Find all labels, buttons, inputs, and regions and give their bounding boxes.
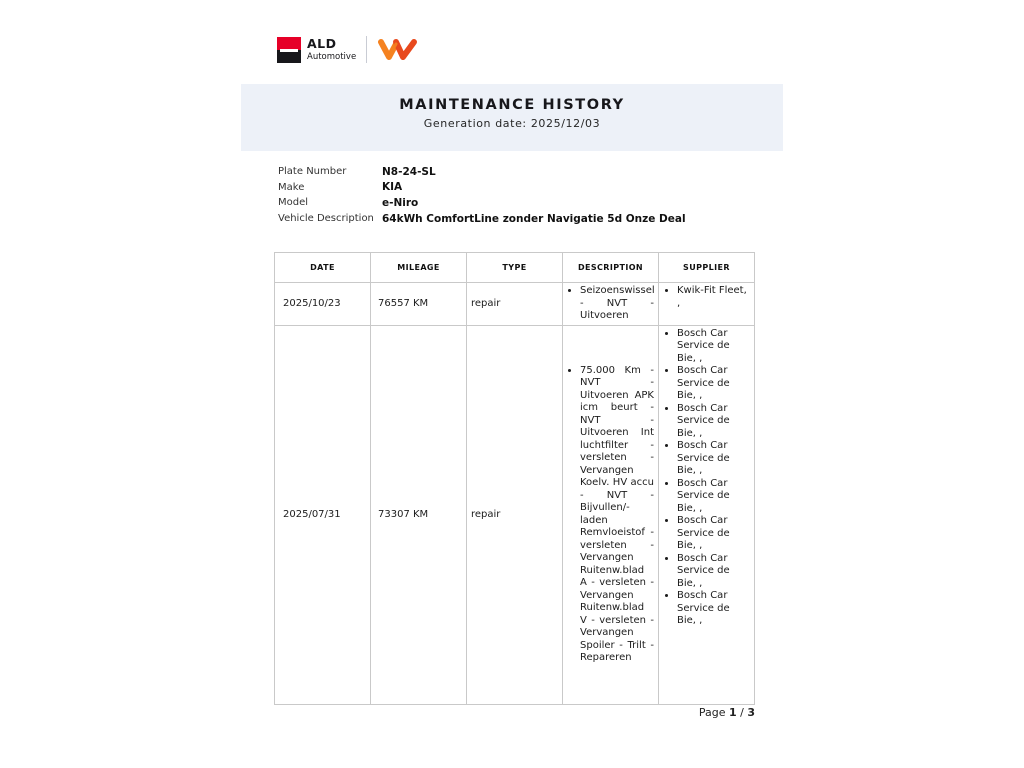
page-title: MAINTENANCE HISTORY	[399, 97, 625, 113]
vehicle-field-label: Vehicle Description	[278, 213, 374, 225]
column-header: SUPPLIER	[659, 253, 755, 283]
page-label: Page	[698, 706, 726, 719]
column-header: DATE	[275, 253, 371, 283]
supplier-list	[664, 285, 749, 310]
vehicle-field-value: N8-24-SL	[382, 165, 436, 178]
vehicle-info	[278, 164, 686, 226]
description-list	[567, 285, 654, 323]
cell-date: 2025/07/31	[275, 325, 371, 704]
cell-description	[563, 283, 659, 326]
ald-brand-sub: Automotive	[307, 51, 357, 62]
supplier-item: • Bosch Car Service de Bie, ,	[677, 553, 749, 591]
cell-type: repair	[467, 325, 563, 704]
vehicle-field-row	[278, 195, 686, 211]
ald-logo-text	[307, 38, 356, 61]
supplier-clip	[664, 328, 749, 628]
supplier-list	[664, 328, 749, 628]
description-item: • 75.000 Km - NVT - Uitvoeren APK icm beurt - NVT - Uitvoeren Int luchtfilter - versleten - Vervangen Koelv. HV accu - NVT - Bijvullen/-laden Remvloeistof - versleten - Vervangen Ruitenw.blad A - versleten - Vervangen Ruitenw.blad V - versleten - Vervangen Spoiler - Trilt - Repareren	[580, 365, 654, 665]
cell-mileage: 73307 KM	[371, 325, 467, 704]
vehicle-field-row	[278, 211, 686, 227]
maintenance-table-body	[275, 283, 755, 705]
vehicle-field-row	[278, 180, 686, 196]
column-header: MILEAGE	[371, 253, 467, 283]
vehicle-field-label: Model	[278, 197, 309, 209]
cell-type: repair	[467, 283, 563, 326]
cell-supplier	[659, 283, 755, 326]
ald-square-stripe	[280, 49, 298, 52]
vehicle-field-label: Make	[278, 181, 305, 193]
vehicle-field-value: 64kWh ComfortLine zonder Navigatie 5d Onze Deal	[382, 212, 686, 225]
supplier-clip	[664, 285, 749, 310]
supplier-item: • Bosch Car Service de Bie, ,	[677, 403, 749, 441]
page-footer	[274, 706, 755, 719]
maintenance-table-header	[275, 253, 755, 283]
cell-mileage: 76557 KM	[371, 283, 467, 326]
maintenance-table	[274, 252, 755, 705]
logo-divider	[366, 36, 367, 63]
generation-date: Generation date: 2025/12/03	[423, 117, 601, 130]
supplier-item: • Bosch Car Service de Bie, ,	[677, 515, 749, 553]
vehicle-field-row	[278, 164, 686, 180]
cell-description	[563, 325, 659, 704]
column-header: TYPE	[467, 253, 563, 283]
table-row	[275, 325, 755, 704]
partner-w-logo-icon	[377, 37, 419, 63]
ald-brand-name: ALD	[307, 36, 337, 51]
vehicle-field-value: e-Niro	[382, 196, 419, 209]
supplier-item: • Bosch Car Service de Bie, ,	[677, 590, 749, 628]
cell-date: 2025/10/23	[275, 283, 371, 326]
table-row	[275, 283, 755, 326]
ald-square-icon	[277, 37, 301, 63]
column-header: DESCRIPTION	[563, 253, 659, 283]
vehicle-field-label: Plate Number	[278, 166, 347, 178]
supplier-item: • Bosch Car Service de Bie, ,	[677, 328, 749, 366]
page-total: 3	[747, 706, 755, 719]
supplier-item: • Bosch Car Service de Bie, ,	[677, 365, 749, 403]
page-separator: /	[740, 706, 744, 719]
page-current: 1	[728, 706, 737, 719]
vehicle-field-value: KIA	[382, 181, 403, 194]
supplier-item: • Kwik-Fit Fleet, ,	[677, 285, 749, 310]
description-item: • Seizoenswissel - NVT - Uitvoeren	[580, 285, 654, 323]
title-band	[241, 84, 783, 151]
header-row	[275, 253, 755, 283]
cell-supplier	[659, 325, 755, 704]
header-logos	[277, 36, 419, 63]
supplier-item: • Bosch Car Service de Bie, ,	[677, 478, 749, 516]
description-list	[567, 365, 654, 665]
supplier-item: • Bosch Car Service de Bie, ,	[677, 440, 749, 478]
